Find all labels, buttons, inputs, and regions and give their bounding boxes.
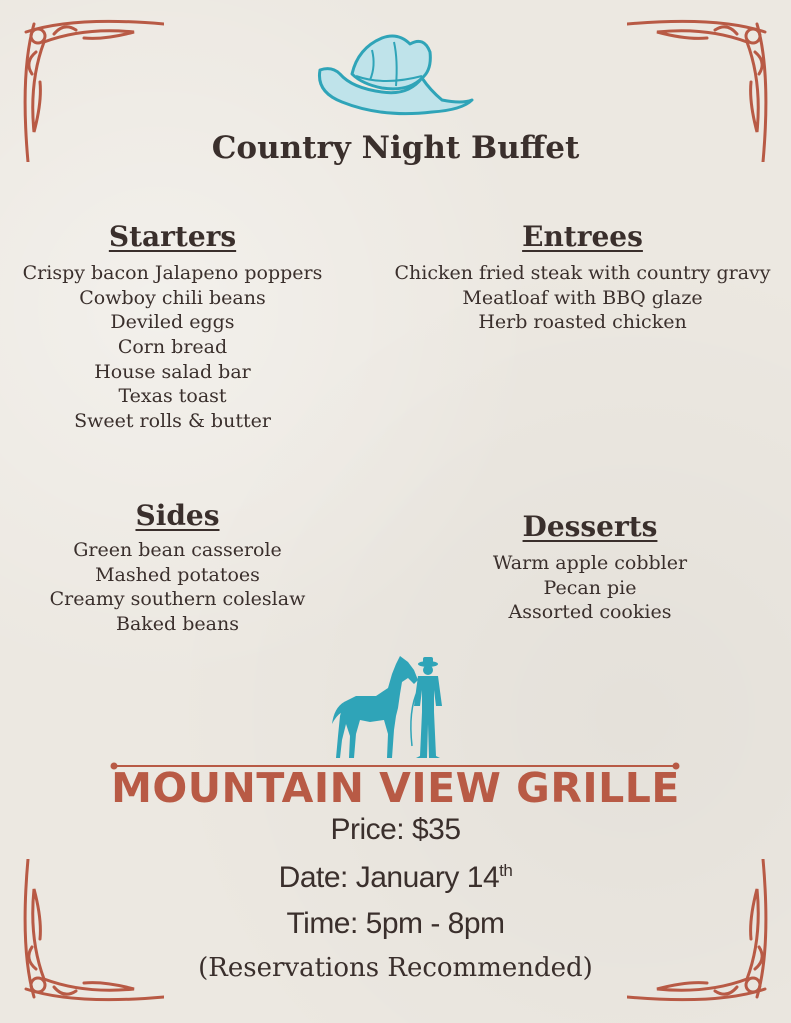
menu-item: Crispy bacon Jalapeno poppers [22, 262, 323, 284]
time-text: Time: 5pm - 8pm [286, 907, 505, 940]
desserts-section [395, 510, 785, 625]
menu-item: Meatloaf with BBQ glaze [462, 286, 703, 309]
date-suffix: th [499, 861, 513, 880]
menu-item: Herb roasted chicken [478, 311, 687, 334]
venue-name: MOUNTAIN VIEW GRILLE [111, 764, 680, 812]
menu-item: Assorted cookies [508, 601, 672, 624]
menu-item: Cowboy chili beans [79, 286, 266, 309]
menu-item: Mashed potatoes [95, 563, 260, 586]
entrees-heading: Entrees [522, 220, 643, 253]
date-main: Date: January 14 [278, 861, 500, 894]
desserts-heading: Desserts [522, 510, 658, 543]
starters-section [0, 220, 345, 434]
menu-item: Sweet rolls & butter [74, 410, 271, 433]
horse-and-cowboy-icon [330, 650, 455, 760]
sides-section [0, 499, 355, 637]
menu-item: Green bean casserole [73, 539, 282, 561]
price-text: Price: $35 [330, 813, 461, 846]
menu-item: House salad bar [94, 360, 251, 383]
menu-item: Baked beans [116, 613, 239, 636]
menu-item: Warm apple cobbler [492, 552, 688, 574]
starters-heading: Starters [108, 220, 237, 253]
sides-heading: Sides [135, 499, 220, 532]
cowboy-hat-icon [312, 30, 477, 120]
menu-item: Deviled eggs [110, 311, 235, 334]
menu-item: Texas toast [118, 385, 227, 408]
menu-item: Chicken fried steak with country gravy [394, 262, 771, 284]
menu-item: Corn bread [117, 336, 228, 359]
page-title: Country Night Buffet [211, 130, 580, 166]
date-text [0, 861, 791, 895]
menu-item: Creamy southern coleslaw [49, 588, 306, 611]
menu-item: Pecan pie [543, 576, 637, 599]
reservation-note: (Reservations Recommended) [198, 953, 593, 983]
entrees-section [380, 220, 785, 335]
